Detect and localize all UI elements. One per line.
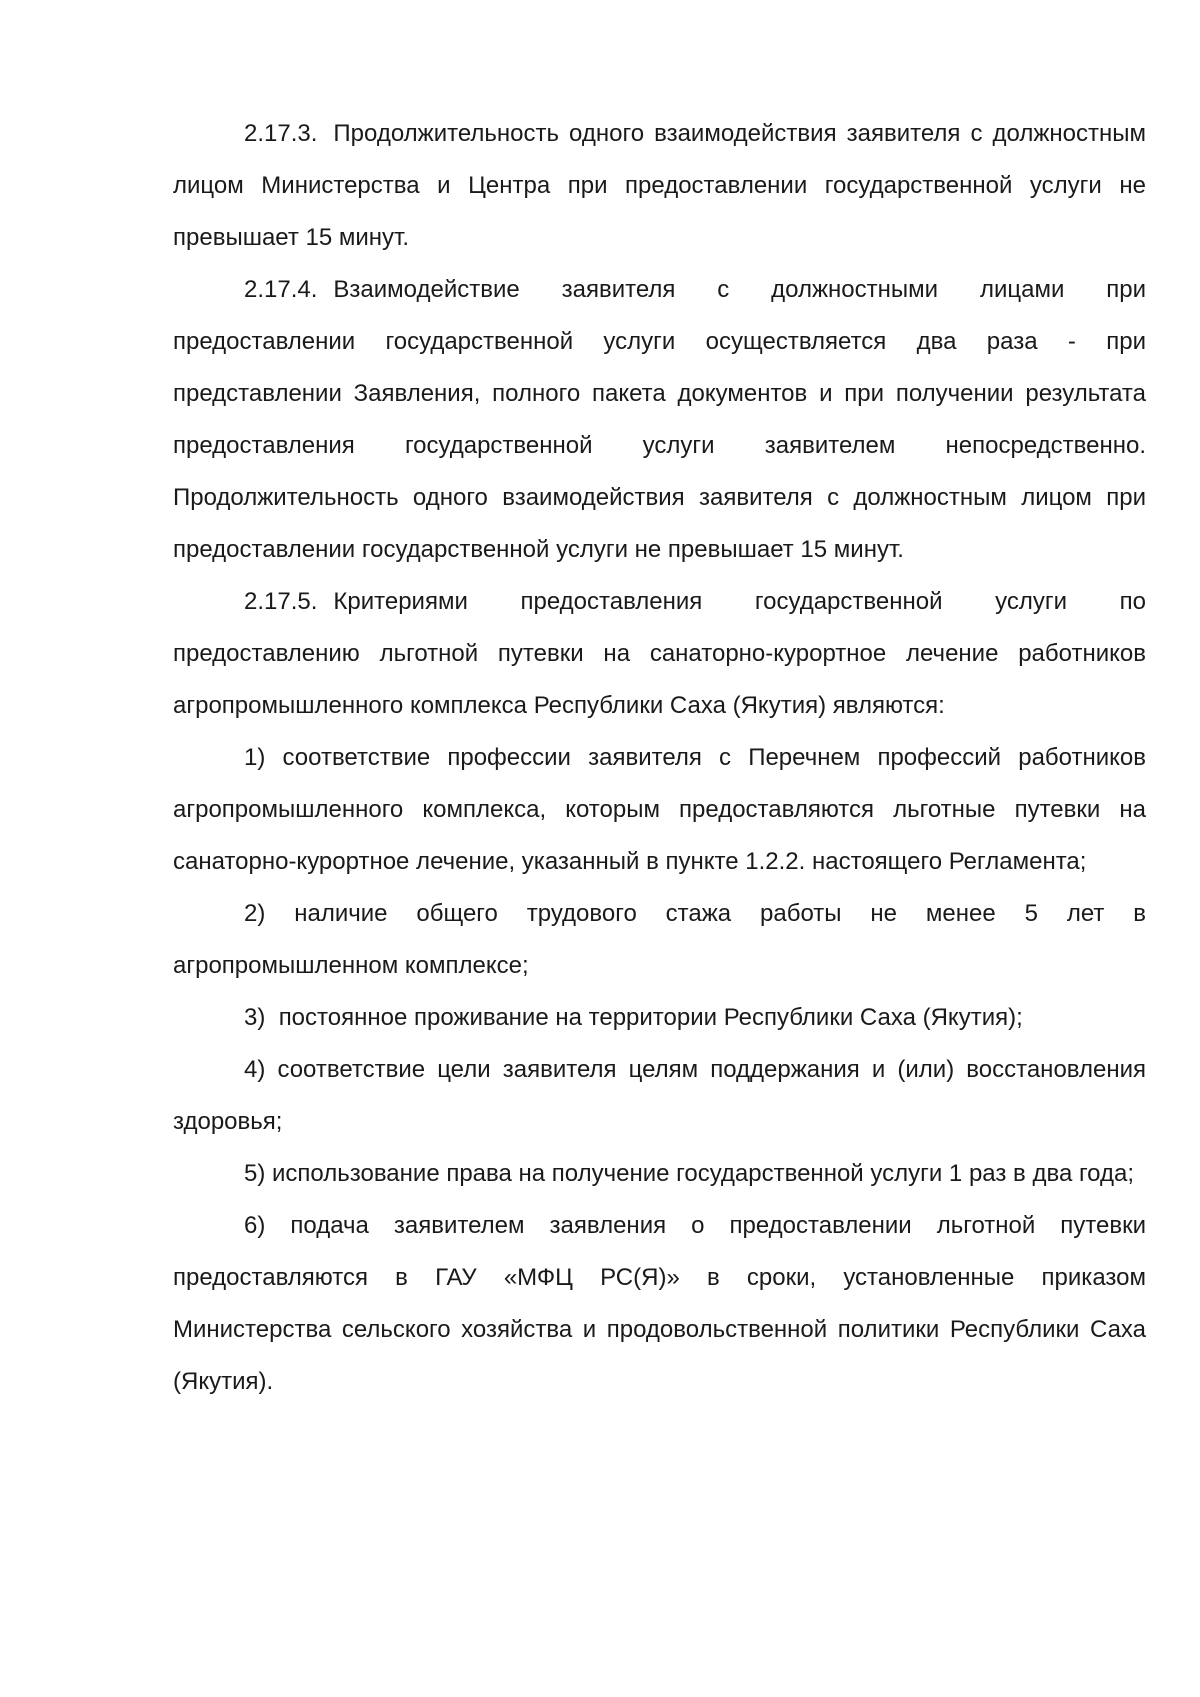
paragraph-number: 2.17.3. [244, 120, 318, 147]
list-item-number: 6) [244, 1212, 266, 1239]
list-item-text: соответствие цели заявителя целям поддержания и (или) восстановления здоровья; [173, 1056, 1146, 1135]
list-item-number: 4) [244, 1056, 266, 1083]
list-item-2 [173, 888, 1146, 992]
paragraph-2-17-5 [173, 576, 1146, 732]
list-item-text: постоянное проживание на территории Республики Саха (Якутия); [278, 1004, 1023, 1031]
list-item-3 [173, 992, 1146, 1044]
list-item-number: 3) [244, 1004, 266, 1031]
list-item-1 [173, 732, 1146, 888]
paragraph-text: Критериями предоставления государственной услуги по предоставлению льготной путевки на санаторно-курортное лечение работников агропромышленного комплекса Республики Саха (Якутия) являются: [173, 588, 1146, 719]
paragraph-2-17-4 [173, 264, 1146, 576]
list-item-number: 5) [244, 1160, 266, 1187]
paragraph-2-17-3 [173, 108, 1146, 264]
paragraph-text: Взаимодействие заявителя с должностными лицами при предоставлении государственной услуги осуществляется два раза - при представлении Заявления, полного пакета документов и при получении результата предоставления государственной услуги заявителем непосредственно. Продолжительность одного взаимодействия заявителя с должностным лицом при предоставлении государственной услуги не превышает 15 минут. [173, 276, 1146, 563]
list-item-number: 2) [244, 900, 266, 927]
list-item-number: 1) [244, 744, 266, 771]
paragraph-text: Продолжительность одного взаимодействия заявителя с должностным лицом Министерства и Центра при предоставлении государственной услуги не превышает 15 минут. [173, 120, 1146, 251]
list-item-5 [173, 1148, 1146, 1200]
list-item-4 [173, 1044, 1146, 1148]
list-item-text: использование права на получение государственной услуги 1 раз в два года; [272, 1160, 1135, 1187]
paragraph-number: 2.17.5. [244, 588, 318, 615]
list-item-text: подача заявителем заявления о предоставлении льготной путевки предоставляются в ГАУ «МФЦ РС(Я)» в сроки, установленные приказом Министерства сельского хозяйства и продовольственной политики Республики Саха (Якутия). [173, 1212, 1147, 1395]
list-item-text: соответствие профессии заявителя с Перечнем профессий работников агропромышленного комплекса, которым предоставляются льготные путевки на санаторно-курортное лечение, указанный в пункте 1.2.2. настоящего Регламента; [173, 744, 1147, 875]
paragraph-number: 2.17.4. [244, 276, 318, 303]
list-item-text: наличие общего трудового стажа работы не менее 5 лет в агропромышленном комплексе; [173, 900, 1146, 979]
list-item-6 [173, 1200, 1146, 1408]
document-body [173, 108, 1146, 1408]
